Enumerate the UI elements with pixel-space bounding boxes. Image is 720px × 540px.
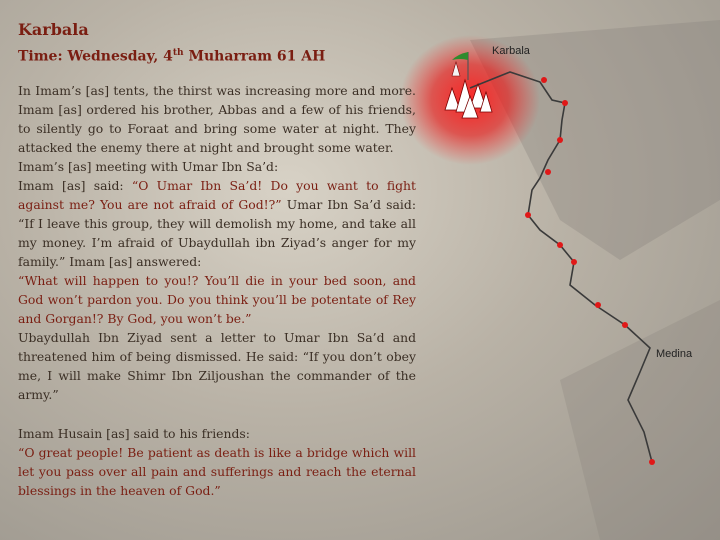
paragraph-5: Ubaydullah Ibn Ziyad sent a letter to Umar Ibn Sa’d and threatened him of being dismissed. He said: “If you don’t obey me, I will make Shimr Ibn Ziljoushan the commander of the army.” <box>18 329 416 402</box>
paragraph-3 <box>18 176 416 271</box>
paragraph-1: In Imam’s [as] tents, the thirst was increasing more and more. Imam [as] ordered his brother, Abbas and a few of his friends, to silently go to Foraat and bring some water at night. They attacked the enemy there at night and brought some water. <box>18 82 416 155</box>
medina-map-label: Medina <box>656 348 693 360</box>
narrative-panel <box>18 20 416 500</box>
time-superscript: th <box>172 48 184 58</box>
waypoint-dot <box>595 302 601 308</box>
waypoint-dot <box>557 242 563 248</box>
time-suffix: Muharram 61 AH <box>183 48 326 65</box>
paragraph-2: Imam’s [as] meeting with Umar Ibn Sa’d: <box>18 158 279 174</box>
p3-quote: “O Umar Ibn Sa’d! Do you want to fight against me? You are not afraid of God!?” <box>18 177 417 212</box>
waypoint-dot <box>622 322 628 328</box>
terrain-shade <box>560 300 720 540</box>
waypoint-dot <box>545 169 551 175</box>
waypoint-dot <box>649 459 655 465</box>
p3-lead: Imam [as] said: <box>18 177 132 193</box>
page-title: Karbala <box>18 20 89 39</box>
time-heading <box>18 43 416 67</box>
karbala-map-label: Karbala <box>492 45 530 57</box>
waypoint-dot <box>557 137 563 143</box>
paragraph-gap <box>18 404 416 424</box>
narrative-body <box>18 81 416 500</box>
waypoint-dot <box>541 77 547 83</box>
waypoint-dot <box>562 100 568 106</box>
waypoint-dot <box>525 212 531 218</box>
paragraph-6: Imam Husain [as] said to his friends: <box>18 425 250 441</box>
paragraph-7-quote: “O great people! Be patient as death is like a bridge which will let you pass over all pain and sufferings and reach the eternal blessings in the heaven of God.” <box>18 444 416 498</box>
time-prefix: Time: Wednesday, 4 <box>18 48 173 65</box>
waypoint-dot <box>571 259 577 265</box>
paragraph-4-quote: “What will happen to you!? You’ll die in your bed soon, and God won’t pardon you. Do you think you’ll be potentate of Rey and Gorgan!? By God, you won’t be.” <box>18 272 416 326</box>
p3-tail: Umar Ibn Sa’d said: “If I leave this group, they will demolish my home, and take all my money. I’m afraid of Ubaydullah ibn Ziyad’s anger for my family.” Imam [as] answered: <box>18 196 416 269</box>
